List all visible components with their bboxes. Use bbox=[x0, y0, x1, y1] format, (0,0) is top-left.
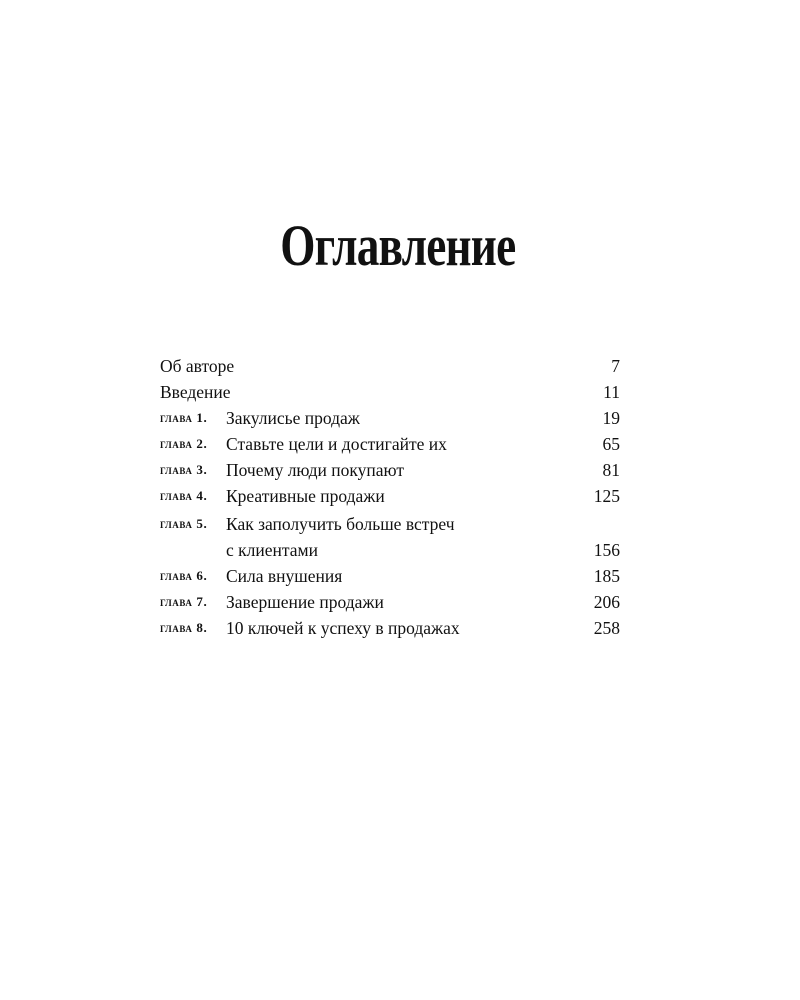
chapter-tag: глава 2. bbox=[160, 436, 208, 451]
page-title: Оглавление bbox=[280, 213, 516, 278]
chapter-title-line: Как заполучить больше встреч bbox=[226, 514, 455, 534]
toc-entry-chapter-6[interactable] bbox=[160, 563, 620, 589]
toc-page-number: 19 bbox=[602, 408, 620, 428]
toc-entry-chapter-5[interactable] bbox=[160, 511, 620, 563]
chapter-tag: глава 6. bbox=[160, 568, 208, 583]
chapter-title bbox=[226, 563, 570, 589]
toc-entry-introduction[interactable] bbox=[160, 379, 620, 405]
toc-entry-chapter-4[interactable] bbox=[160, 483, 620, 509]
chapter-title-line: Креативные продажи bbox=[226, 486, 385, 506]
toc-entry-chapter-7[interactable] bbox=[160, 589, 620, 615]
chapter-title bbox=[226, 483, 570, 509]
chapter-tag: глава 3. bbox=[160, 462, 208, 477]
chapter-tag: глава 8. bbox=[160, 620, 208, 635]
toc-page-number: 156 bbox=[593, 540, 620, 560]
chapter-tag: глава 7. bbox=[160, 594, 208, 609]
chapter-tag: глава 5. bbox=[160, 516, 208, 531]
chapter-title bbox=[226, 589, 570, 615]
table-of-contents bbox=[160, 353, 620, 641]
chapter-title-line: Закулисье продаж bbox=[226, 408, 360, 428]
chapter-tag: глава 4. bbox=[160, 488, 208, 503]
chapter-tag: глава 1. bbox=[160, 410, 208, 425]
chapter-title-line: Ставьте цели и достигайте их bbox=[226, 434, 447, 454]
toc-page-number: 81 bbox=[602, 460, 620, 480]
chapter-title-line: Сила внушения bbox=[226, 566, 343, 586]
chapter-title-line: с клиентами bbox=[226, 540, 318, 560]
chapter-title bbox=[226, 431, 570, 457]
toc-page-number: 125 bbox=[593, 486, 620, 506]
toc-page-number: 65 bbox=[602, 434, 620, 454]
toc-page-number: 258 bbox=[593, 618, 620, 638]
chapter-title-line: 10 ключей к успеху в продажах bbox=[226, 618, 460, 638]
toc-entry-chapter-2[interactable] bbox=[160, 431, 620, 457]
toc-page-number: 7 bbox=[611, 356, 620, 376]
toc-entry-label: Введение bbox=[160, 382, 231, 402]
toc-entry-chapter-8[interactable] bbox=[160, 615, 620, 641]
toc-page-number: 206 bbox=[593, 592, 620, 612]
chapter-title-line: Завершение продажи bbox=[226, 592, 384, 612]
chapter-title bbox=[226, 457, 570, 483]
toc-page-number: 185 bbox=[593, 566, 620, 586]
toc-entry-about-author[interactable] bbox=[160, 353, 620, 379]
chapter-title bbox=[226, 405, 570, 431]
chapter-title bbox=[226, 615, 570, 641]
toc-page-number: 11 bbox=[603, 382, 620, 402]
chapter-title bbox=[226, 511, 570, 563]
toc-entry-chapter-1[interactable] bbox=[160, 405, 620, 431]
toc-entry-chapter-3[interactable] bbox=[160, 457, 620, 483]
chapter-title-line: Почему люди покупают bbox=[226, 460, 405, 480]
toc-entry-label: Об авторе bbox=[160, 356, 235, 376]
